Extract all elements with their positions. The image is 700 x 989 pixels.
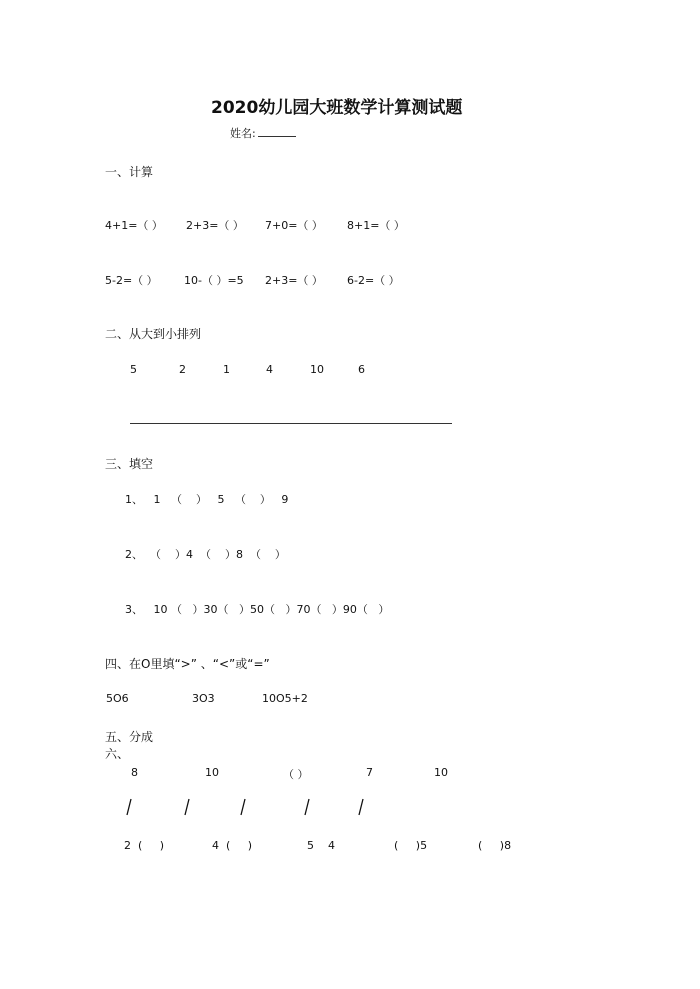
answer-line[interactable] xyxy=(130,423,452,424)
section-1-heading: 一、计算 xyxy=(105,165,154,179)
fill-line-3: 3、 10 （ ）30（ ）50（ ）70（ ）90（ ） xyxy=(125,603,390,616)
split-slash xyxy=(359,799,363,815)
split-bottom: ( )5 xyxy=(394,839,428,852)
split-bottom: ( )8 xyxy=(478,839,512,852)
fill-line-1: 1、 1 （ ） 5 （ ） 9 xyxy=(125,493,289,506)
split-top: 7 xyxy=(366,766,373,779)
split-slash xyxy=(127,799,131,815)
sort-number: 1 xyxy=(223,363,230,376)
split-top: 10 xyxy=(205,766,219,779)
calc-item: 2+3=（ ） xyxy=(265,274,323,287)
calc-item: 4+1=（ ） xyxy=(105,219,163,232)
calc-item: 7+0=（ ） xyxy=(265,219,323,232)
split-top: （ ） xyxy=(283,768,309,781)
split-slash xyxy=(305,799,309,815)
section-2-heading: 二、从大到小排列 xyxy=(105,327,202,341)
name-blank-line[interactable] xyxy=(258,136,296,137)
split-slashes xyxy=(0,796,700,818)
section-4-heading: 四、在O里填“>” 、“<”或“=” xyxy=(105,657,270,671)
calc-item: 6-2=（ ） xyxy=(347,274,400,287)
calc-item: 5-2=（ ） xyxy=(105,274,158,287)
split-bottom: 2 ( ) xyxy=(124,839,165,852)
section-6-heading: 六、 xyxy=(105,747,130,761)
calc-item: 8+1=（ ） xyxy=(347,219,405,232)
page-title: 2020幼儿园大班数学计算测试题 xyxy=(211,98,463,118)
sort-number: 6 xyxy=(358,363,365,376)
compare-item: 3O3 xyxy=(192,692,215,705)
fill-line-2: 2、 （ ）4 （ ）8 （ ） xyxy=(125,548,286,561)
sort-number: 2 xyxy=(179,363,186,376)
split-top: 10 xyxy=(434,766,448,779)
compare-item: 5O6 xyxy=(106,692,129,705)
split-bottom: 5 4 xyxy=(307,839,335,852)
calc-item: 2+3=（ ） xyxy=(186,219,244,232)
sort-number: 5 xyxy=(130,363,137,376)
sort-number: 4 xyxy=(266,363,273,376)
calc-item: 10-（ ）=5 xyxy=(184,274,244,287)
name-label: 姓名: xyxy=(230,127,256,140)
section-3-heading: 三、填空 xyxy=(105,457,154,471)
sort-number: 10 xyxy=(310,363,324,376)
split-slash xyxy=(185,799,189,815)
split-bottom: 4 ( ) xyxy=(212,839,253,852)
section-5-heading: 五、分成 xyxy=(105,730,154,744)
split-top: 8 xyxy=(131,766,138,779)
compare-item: 10O5+2 xyxy=(262,692,308,705)
split-slash xyxy=(241,799,245,815)
